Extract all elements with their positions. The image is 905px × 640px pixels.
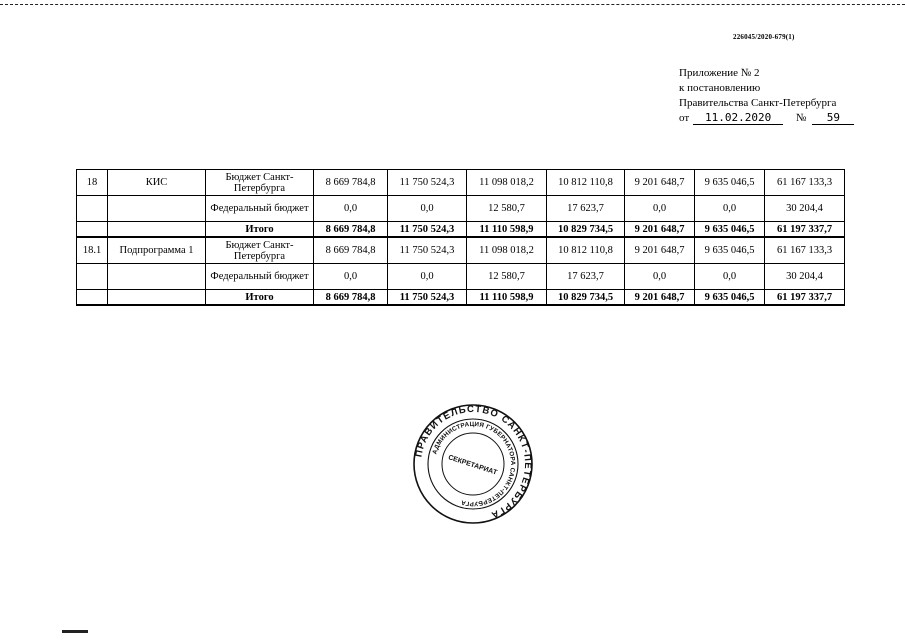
funding-source-cell: Бюджет Санкт-Петербурга (206, 170, 314, 196)
amount-cell: 9 201 648,7 (625, 222, 695, 238)
table-row (77, 170, 845, 196)
program-name-cell (108, 222, 206, 238)
amount-cell: 8 669 784,8 (314, 222, 388, 238)
amount-cell: 17 623,7 (547, 196, 625, 222)
amount-cell: 8 669 784,8 (314, 290, 388, 306)
table-row (77, 222, 845, 238)
program-name-cell: Подпрограмма 1 (108, 237, 206, 264)
funding-source-cell: Федеральный бюджет (206, 264, 314, 290)
program-name-cell (108, 290, 206, 306)
amount-cell: 17 623,7 (547, 264, 625, 290)
amount-cell: 0,0 (314, 196, 388, 222)
amount-cell: 10 812 110,8 (547, 237, 625, 264)
table-row (77, 237, 845, 264)
appendix-line-1: Приложение № 2 (679, 67, 760, 79)
amount-cell: 11 750 524,3 (388, 170, 467, 196)
appendix-line-2: к постановлению (679, 82, 761, 94)
amount-cell: 8 669 784,8 (314, 170, 388, 196)
amount-cell: 0,0 (314, 264, 388, 290)
amount-cell: 12 580,7 (467, 264, 547, 290)
budget-table (76, 169, 845, 306)
amount-cell: 9 201 648,7 (625, 170, 695, 196)
amount-cell: 0,0 (625, 196, 695, 222)
total-amount-cell: 61 167 133,3 (765, 170, 845, 196)
amount-cell: 0,0 (625, 264, 695, 290)
decree-date: 11.02.2020 (693, 112, 783, 125)
scan-top-border (0, 0, 905, 5)
amount-cell: 10 829 734,5 (547, 222, 625, 238)
funding-source-cell: Итого (206, 222, 314, 238)
amount-cell: 11 750 524,3 (388, 290, 467, 306)
appendix-header (679, 66, 854, 126)
row-number-cell: 18.1 (77, 237, 108, 264)
amount-cell: 11 098 018,2 (467, 170, 547, 196)
amount-cell: 10 812 110,8 (547, 170, 625, 196)
document-id: 226045/2020-679(1) (733, 33, 795, 41)
row-number-cell (77, 290, 108, 306)
seal-graphic (412, 403, 534, 525)
amount-cell: 11 110 598,9 (467, 222, 547, 238)
amount-cell: 9 635 046,5 (695, 222, 765, 238)
official-seal (412, 403, 534, 525)
amount-cell: 9 635 046,5 (695, 170, 765, 196)
amount-cell: 0,0 (388, 264, 467, 290)
amount-cell: 11 110 598,9 (467, 290, 547, 306)
funding-source-cell: Бюджет Санкт-Петербурга (206, 237, 314, 264)
row-number-cell (77, 196, 108, 222)
amount-cell: 0,0 (695, 264, 765, 290)
total-amount-cell: 61 167 133,3 (765, 237, 845, 264)
total-amount-cell: 30 204,4 (765, 196, 845, 222)
amount-cell: 11 098 018,2 (467, 237, 547, 264)
total-amount-cell: 30 204,4 (765, 264, 845, 290)
date-prefix: от (679, 112, 690, 124)
seal-center-text: СЕКРЕТАРИАТ (447, 454, 498, 477)
amount-cell: 12 580,7 (467, 196, 547, 222)
amount-cell: 9 201 648,7 (625, 290, 695, 306)
table-row (77, 290, 845, 306)
decree-number: 59 (812, 112, 854, 125)
amount-cell: 11 750 524,3 (388, 237, 467, 264)
funding-source-cell: Итого (206, 290, 314, 306)
total-amount-cell: 61 197 337,7 (765, 290, 845, 306)
amount-cell: 11 750 524,3 (388, 222, 467, 238)
seal-outer-text: ПРАВИТЕЛЬСТВО САНКТ-ПЕТЕРБУРГА (413, 403, 534, 521)
appendix-line-3: Правительства Санкт-Петербурга (679, 97, 837, 109)
amount-cell: 10 829 734,5 (547, 290, 625, 306)
table-row (77, 196, 845, 222)
amount-cell: 8 669 784,8 (314, 237, 388, 264)
row-number-cell: 18 (77, 170, 108, 196)
program-name-cell: КИС (108, 170, 206, 196)
program-name-cell (108, 196, 206, 222)
row-number-cell (77, 264, 108, 290)
amount-cell: 0,0 (388, 196, 467, 222)
table-row (77, 264, 845, 290)
scan-mark (62, 630, 88, 633)
total-amount-cell: 61 197 337,7 (765, 222, 845, 238)
row-number-cell (77, 222, 108, 238)
program-name-cell (108, 264, 206, 290)
amount-cell: 9 635 046,5 (695, 290, 765, 306)
appendix-date-line (679, 111, 854, 126)
seal-inner-text: АДМИНИСТРАЦИЯ ГУБЕРНАТОРА САНКТ-ПЕТЕРБУРГА (431, 420, 517, 508)
number-prefix: № (795, 112, 807, 124)
amount-cell: 0,0 (695, 196, 765, 222)
funding-source-cell: Федеральный бюджет (206, 196, 314, 222)
amount-cell: 9 201 648,7 (625, 237, 695, 264)
amount-cell: 9 635 046,5 (695, 237, 765, 264)
